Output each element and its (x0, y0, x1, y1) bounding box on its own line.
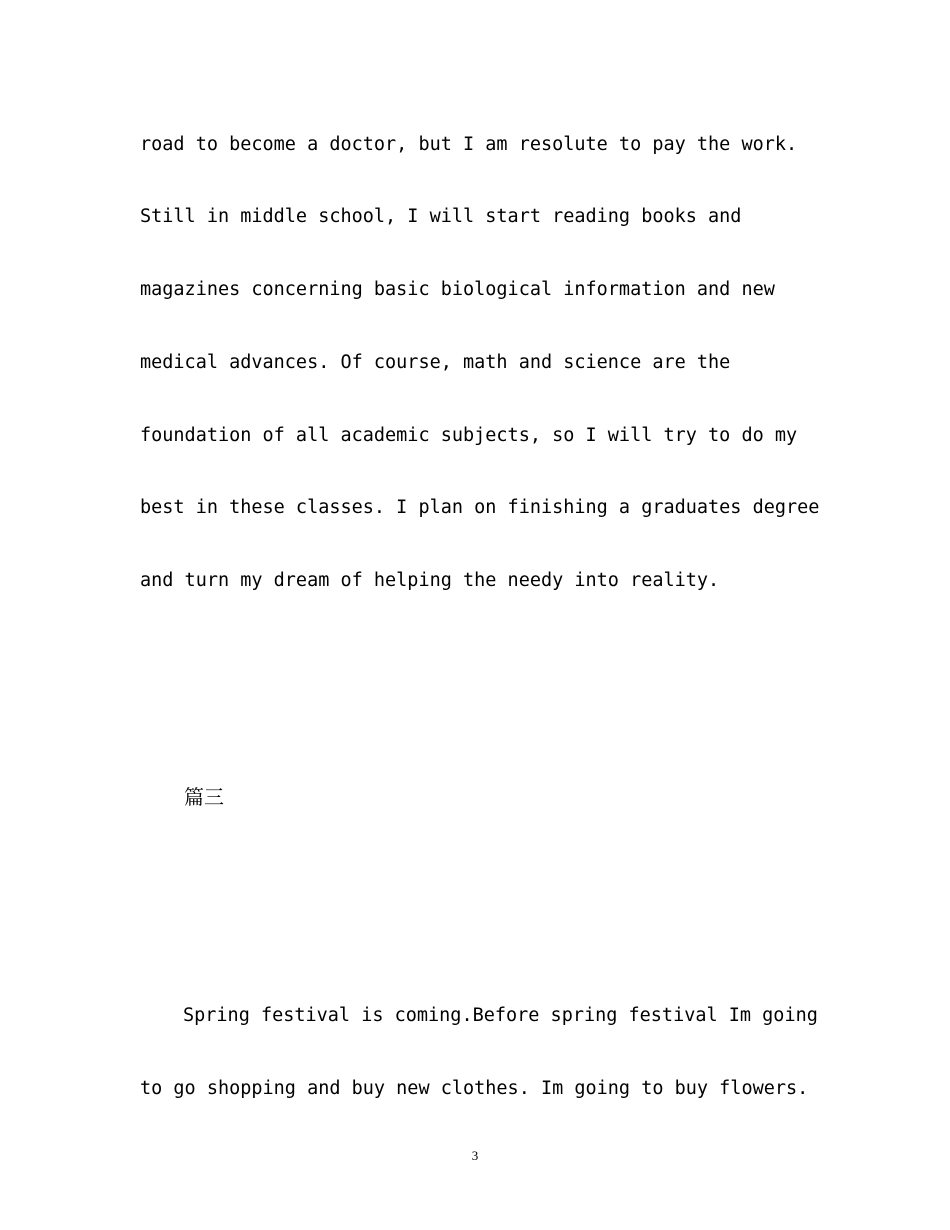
paragraph-1-line-1: road to become a doctor, but I am resolute to pay the work. (140, 134, 798, 155)
paragraph-1-line-7: and turn my dream of helping the needy into reality. (140, 570, 720, 591)
paragraph-2-line-1: Spring festival is coming.Before spring festival Im going (183, 1005, 818, 1026)
paragraph-1-line-4: medical advances. Of course, math and science are the (140, 352, 731, 373)
paragraph-1-line-5: foundation of all academic subjects, so I will try to do my (140, 425, 798, 446)
page-number: 3 (471, 1148, 479, 1163)
paragraph-2-line-2: to go shopping and buy new clothes. Im going to buy flowers. (140, 1078, 809, 1099)
section-heading: 篇三 (184, 785, 224, 809)
paragraph-1-line-3: magazines concerning basic biological information and new (140, 279, 775, 300)
paragraph-1-line-2: Still in middle school, I will start reading books and (140, 206, 742, 227)
paragraph-1-line-6: best in these classes. I plan on finishing a graduates degree (140, 497, 820, 518)
